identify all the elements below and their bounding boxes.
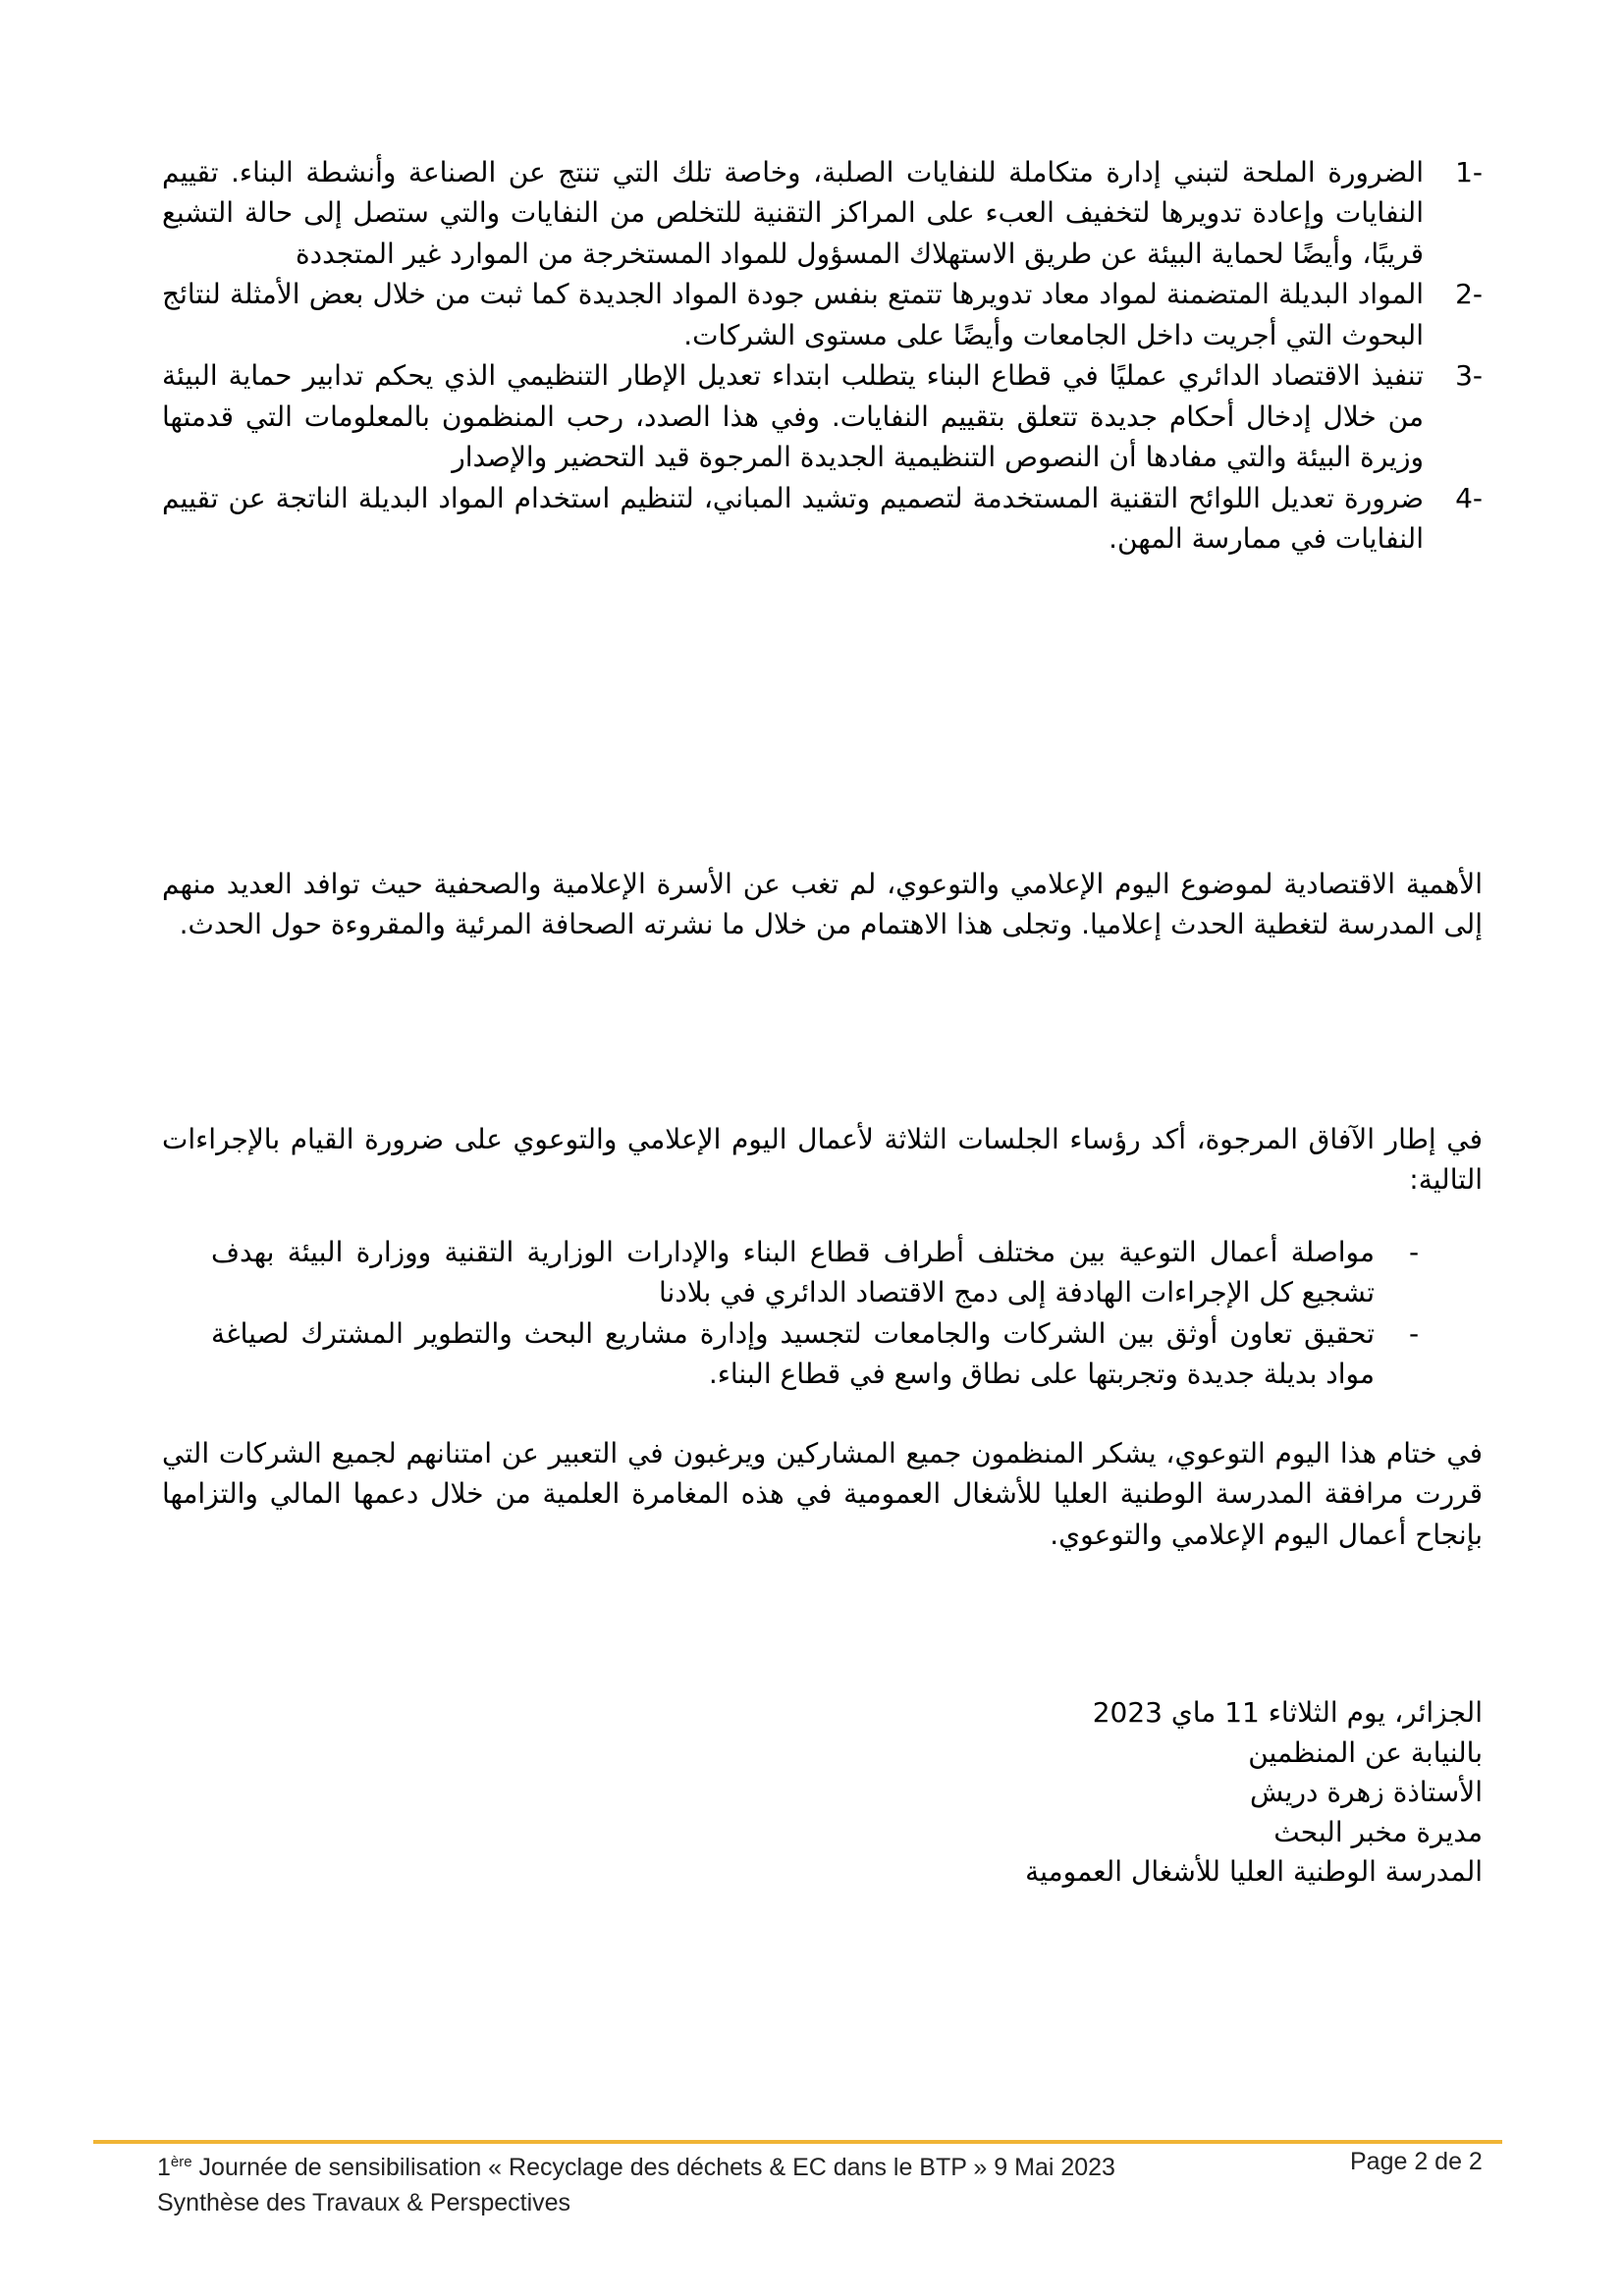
signature-on-behalf: بالنيابة عن المنظمين xyxy=(1248,1735,1483,1769)
horizons-paragraph: في إطار الآفاق المرجوة، أكد رؤساء الجلسات الثلاثة لأعمال اليوم الإعلامي والتوعوي على ضرورة القيام بالإجراءات التالية: xyxy=(162,1123,1483,1197)
signature-date: الجزائر، يوم الثلاثاء 11 ماي 2023 xyxy=(1092,1696,1483,1729)
list-dash: - xyxy=(1408,1316,1420,1350)
list-item xyxy=(162,274,1483,355)
actions-list xyxy=(211,1232,1434,1395)
list-item-text: الضرورة الملحة لتبني إدارة متكاملة للنفايات الصلبة، وخاصة تلك التي تنتج عن الصناعة وأنشطة البناء. تقييم النفايات وإعادة تدويرها لتخفيف العبء على المراكز التقنية للتخلص من النفايات والتي ستصل إلى حالة التشبع قريبًا، وأيضًا لحماية البيئة عن طريق الاستهلاك المسؤول للمواد المستخرجة من الموارد غير المتجددة xyxy=(162,156,1424,270)
list-dash: - xyxy=(1408,1236,1420,1268)
media-paragraph: الأهمية الاقتصادية لموضوع اليوم الإعلامي والتوعوي، لم تغب عن الأسرة الإعلامية والصحفية حيث توافد العديد منهم إلى المدرسة لتغطية الحدث إعلاميا. وتجلى هذا الاهتمام من خلال ما نشرته الصحافة المرئية والمقروءة حول الحدث. xyxy=(162,868,1483,941)
list-item-text: تحقيق تعاون أوثق بين الشركات والجامعات لتجسيد وإدارة مشاريع البحث والتطوير المشترك لصياغة مواد بديلة جديدة وتجربتها على نطاق واسع في قطاع البناء. xyxy=(211,1316,1375,1391)
footer-ordinal-sup: ère xyxy=(170,2154,192,2170)
list-number: -4 xyxy=(1455,481,1483,514)
footer-rule xyxy=(93,2140,1502,2144)
footer-event-title xyxy=(157,2150,1115,2185)
list-item-text: مواصلة أعمال التوعية بين مختلف أطراف قطاع البناء والإدارات الوزارية التقنية ووزارة البيئة بهدف تشجيع كل الإجراءات الهادفة إلى دمج الاقتصاد الدائري في بلادنا xyxy=(211,1236,1375,1309)
footer-page-number: Page 2 de 2 xyxy=(1350,2148,1483,2175)
footer-title-text: Journée de sensibilisation « Recyclage des déchets & EC dans le BTP » 9 Mai 2023 xyxy=(191,2154,1115,2181)
footer-subtitle: Synthèse des Travaux & Perspectives xyxy=(157,2189,571,2217)
list-item-text: المواد البديلة المتضمنة لمواد معاد تدويرها تتمتع بنفس جودة المواد الجديدة كما ثبت من خلال بعض الأمثلة لنتائج البحوث التي أجريت داخل الجامعات وأيضًا على مستوى الشركات. xyxy=(162,278,1424,351)
list-item xyxy=(211,1313,1434,1395)
closing-paragraph: في ختام هذا اليوم التوعوي، يشكر المنظمون جميع المشاركين ويرغبون في التعبير عن امتنانهم لجميع الشركات التي قررت مرافقة المدرسة الوطنية العليا للأشغال العمومية في هذه المغامرة العلمية من خلال دعمها المالي والتزامها بإنجاح أعمال اليوم الإعلامي والتوعوي. xyxy=(162,1437,1483,1551)
list-item xyxy=(162,478,1483,560)
signature-institution: المدرسة الوطنية العليا للأشغال العمومية xyxy=(1025,1855,1483,1889)
signature-block xyxy=(687,1693,1483,1893)
signature-role: مديرة مخبر البحث xyxy=(1273,1815,1483,1848)
footer-event xyxy=(157,2150,1115,2221)
signature-name: الأستاذة زهرة دريش xyxy=(1249,1776,1483,1809)
list-item xyxy=(211,1232,1434,1313)
conclusions-list xyxy=(162,152,1483,559)
list-item-text: ضرورة تعديل اللوائح التقنية المستخدمة لتصميم وتشيد المباني، لتنظيم استخدام المواد البديلة الناتجة عن تقييم النفايات في ممارسة المهن. xyxy=(162,481,1424,555)
footer-ordinal: 1 xyxy=(157,2154,171,2181)
list-number: -1 xyxy=(1455,156,1483,188)
list-item xyxy=(162,355,1483,477)
list-item-text: تنفيذ الاقتصاد الدائري عمليًا في قطاع البناء يتطلب ابتداء تعديل الإطار التنظيمي الذي يحكم تدابير حماية البيئة من خلال إدخال أحكام جديدة تتعلق بتقييم النفايات. وفي هذا الصدد، رحب المنظمون بالمعلومات التي قدمتها وزيرة البيئة والتي مفادها أن النصوص التنظيمية الجديدة المرجوة قيد التحضير والإصدار xyxy=(162,359,1424,474)
list-number: -3 xyxy=(1455,359,1483,393)
list-number: -2 xyxy=(1455,278,1483,311)
list-item xyxy=(162,152,1483,274)
